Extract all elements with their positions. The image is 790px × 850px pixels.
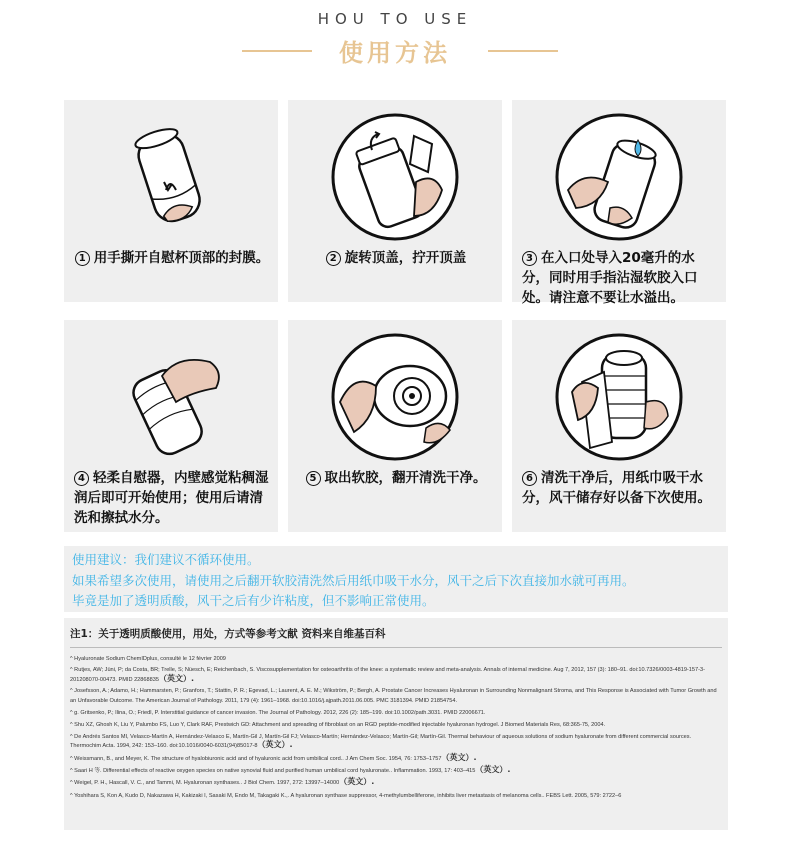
step-instruction: 5 取出软胶，翻开清洗干净。 — [298, 468, 494, 488]
squeeze-cup-icon — [106, 332, 236, 462]
step-card-3 — [512, 100, 726, 306]
step-number: 1 — [75, 251, 90, 266]
step-instruction: 1 用手撕开自慰杯顶部的封膜。 — [74, 248, 270, 268]
references-title: 注1：关于透明质酸使用，用处，方式等参考文献 资料来自维基百科 — [70, 628, 386, 640]
step-number: 5 — [306, 471, 321, 486]
reference-item: ^ De Andrés Santos MI, Velasco-Martín A, Hernández-Velasco E, Martín-Gil J, Martín-Gil FJ; Velasco-Martín; Hernández-Velasco; Martín-Gil; Martín-Gil. Thermal behaviour of aqueous solutions of sodium hyaluronate from different commercial sources. Thermochim Acta. 1994, 242: 153–160. doi:10.1016/0040-6031(94)85017-8（英文）. — [70, 733, 692, 750]
reference-item: ^ Weissmann, B., and Meyer, K. The structure of hyalobiuronic acid and of hyaluronic acid from umbilical cord.. J Am Chem Soc. 1954, 76: 1753–1757（英文）. — [70, 752, 477, 762]
title-english: HOU TO USE — [317, 10, 473, 28]
reference-item: ^ g. Gritsenko, P.; Ilina, O.; Friedl, P. Interstitial guidance of cancer invasion. The Journal of Pathology. 2012, 226 (2): 185–199. doi:10.1002/path.3031. PMID 22006671. — [70, 710, 486, 717]
reference-item: ^ Hyaluronate Sodium ChemIDplus, consulté le 12 février 2009 — [70, 656, 226, 662]
divider — [70, 647, 722, 648]
step-card-1 — [64, 100, 278, 302]
step-number: 6 — [522, 471, 537, 486]
step-instruction: 2 旋转顶盖，拧开顶盖 — [298, 248, 494, 268]
peel-seal-icon — [106, 112, 236, 242]
reference-item: ^ Rutjes, AW; Jüni, P; da Costa, BR; Trelle, S; Nüesch, E; Reichenbach, S. Viscosupplementation for osteoarthritis of the knee: a systematic review and meta-analysis. Annals of internal medicine. Aug 7, 2012, 157 (3): 180–91. doi:10.7326/0003-4819-157-3-201208070-00473. PMID 22868835（英文）. — [70, 667, 705, 683]
reference-item: ^ Yoshihara S, Kon A, Kudo D, Nakazawa H, Kakizaki I, Sasaki M, Endo M, Takagaki K.,. A hyaluronan synthase suppressor, 4-methylumbelliferone, inhibits liver metastasis of melanoma cells.. FEBS Lett. 2005, 579: 2722–6 — [70, 792, 622, 799]
step-card-4 — [64, 320, 278, 532]
usage-tips — [64, 546, 728, 612]
tip-line: 毕竟是加了透明质酸，风干之后有少许粘度，但不影响正常使用。 — [72, 593, 435, 608]
remove-sleeve-icon — [330, 332, 460, 462]
step-card-5 — [288, 320, 502, 532]
step-number: 3 — [522, 251, 537, 266]
step-instruction: 3 在入口处导入20毫升的水分，同时用手指沾湿软胶入口处。请注意不要让水溢出。 — [522, 250, 698, 306]
title-divider-right — [488, 50, 558, 52]
reference-item: ^ Shu XZ, Ghosh K, Liu Y, Palumbo FS, Luo Y, Clark RAF, Prestwich GD: Attachment and spreading of fibroblast on an RGD peptide-modified injectable hyaluronan hydrogel. J Biomed Materials Res, 68:365-75, 2004. — [70, 722, 606, 729]
step-card-2 — [288, 100, 502, 302]
reference-item: ^ Saari H 等. Differential effects of reactive oxygen species on native synovial fluid and purified human umbilical cord hyaluronate.. Inflammation. 1993, 17: 403–415（英文）. — [70, 765, 511, 775]
step-number: 4 — [74, 471, 89, 486]
step-number: 2 — [326, 251, 341, 266]
tip-line: 如果希望多次使用，请使用之后翻开软胶清洗然后用纸巾吸干水分，风干之后下次直接加水就可再用。 — [72, 572, 635, 588]
add-water-icon — [554, 112, 684, 242]
tip-line: 使用建议：我们建议不循环使用。 — [72, 552, 260, 567]
step-instruction: 6 清洗干净后，用纸巾吸干水分，风干储存好以备下次使用。 — [522, 470, 711, 506]
references-section — [64, 618, 728, 830]
twist-cap-icon — [330, 112, 460, 242]
step-instruction: 4 轻柔自慰器，内壁感觉粘稠湿润后即可开始使用；使用后请清洗和擦拭水分。 — [74, 470, 269, 526]
reference-item: ^ Weigel, P. H., Hascall, V. C., and Tammi, M. Hyaluronan synthases.. J Biol Chem. 1997, 272: 13997–14000（英文）. — [70, 777, 375, 787]
step-card-6 — [512, 320, 726, 532]
dry-sleeve-icon — [554, 332, 684, 462]
title-chinese: 使用方法 — [339, 39, 451, 67]
reference-item: ^ Josefsson, A.; Adamo, H.; Hammarsten, P.; Granfors, T.; Stattin, P. R.; Egevad, L.; Laurent, A. E. M.; Wikström, P.; Bergh, A. Prostate Cancer Increases Hyaluronan in Surrounding Nonmalignant Stroma, and This Response is Associated with Tumor Growth and an Unfavorable Outcome. The American Journal of Pathology. 2011, 179 (4): 1961–1968. doi:10.1016/j.ajpath.2011.06.005. PMC 3181394. PMID 21854754. — [70, 688, 717, 704]
